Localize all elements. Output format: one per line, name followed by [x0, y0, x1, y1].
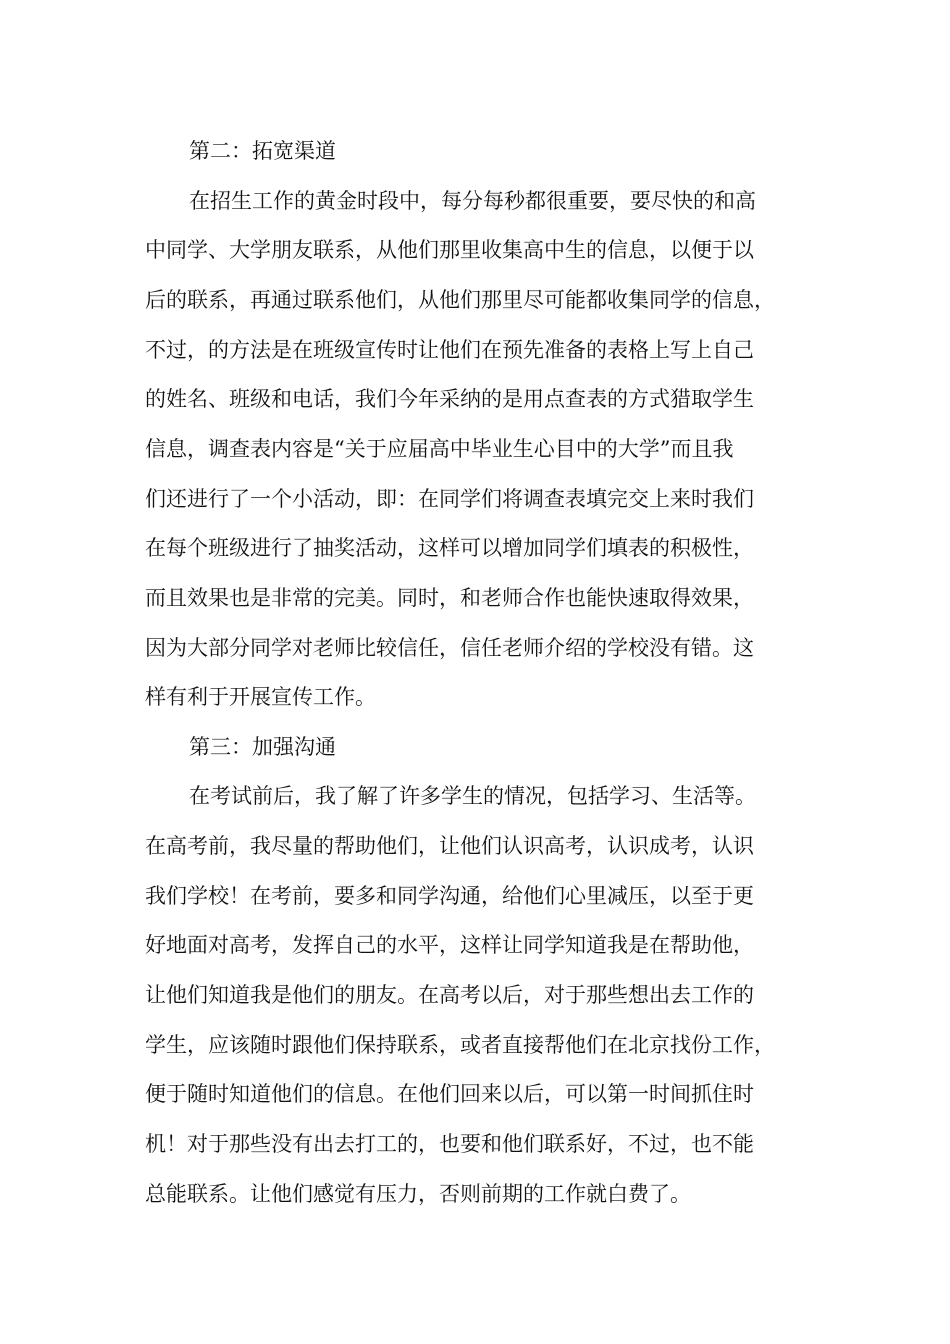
paragraph-line: 在高考前，我尽量的帮助他们，让他们认识高考，认识成考，认识	[145, 834, 754, 858]
paragraph-line: 学生，应该随时跟他们保持联系，或者直接帮他们在北京找份工作，	[145, 1033, 775, 1057]
paragraph-line: 信息，调查表内容是“关于应届高中毕业生心目中的大学”而且我	[145, 437, 734, 461]
paragraph-line: 便于随时知道他们的信息。在他们回来以后，可以第一时间抓住时	[145, 1082, 754, 1106]
paragraph-line: 而且效果也是非常的完美。同时，和老师合作也能快速取得效果，	[145, 586, 754, 610]
paragraph-line: 在考试前后，我了解了许多学生的情况，包括学习、生活等。	[189, 784, 756, 808]
paragraph-line: 中同学、大学朋友联系，从他们那里收集高中生的信息，以便于以	[145, 238, 754, 262]
paragraph-line: 在招生工作的黄金时段中，每分每秒都很重要，要尽快的和高	[189, 189, 756, 213]
section-heading: 第二：拓宽渠道	[189, 139, 336, 163]
paragraph-line: 的姓名、班级和电话，我们今年采纳的是用点查表的方式猎取学生	[145, 387, 754, 411]
paragraph-line: 让他们知道我是他们的朋友。在高考以后，对于那些想出去工作的	[145, 983, 754, 1007]
paragraph-line: 不过，的方法是在班级宣传时让他们在预先准备的表格上写上自己	[145, 338, 754, 362]
section-heading: 第三：加强沟通	[189, 735, 336, 759]
paragraph-line: 样有利于开展宣传工作。	[145, 685, 376, 709]
paragraph-line: 我们学校！在考前，要多和同学沟通，给他们心里减压，以至于更	[145, 884, 754, 908]
paragraph-line: 机！对于那些没有出去打工的，也要和他们联系好，不过，也不能	[145, 1132, 754, 1156]
paragraph-line: 们还进行了一个小活动，即：在同学们将调查表填完交上来时我们	[145, 487, 754, 511]
paragraph-line: 总能联系。让他们感觉有压力，否则前期的工作就白费了。	[145, 1182, 691, 1206]
paragraph-line: 好地面对高考，发挥自己的水平，这样让同学知道我是在帮助他，	[145, 933, 754, 957]
paragraph-line: 因为大部分同学对老师比较信任，信任老师介绍的学校没有错。这	[145, 636, 754, 660]
paragraph-line: 后的联系，再通过联系他们，从他们那里尽可能都收集同学的信息，	[145, 288, 775, 312]
paragraph-line: 在每个班级进行了抽奖活动，这样可以增加同学们填表的积极性，	[145, 536, 754, 560]
